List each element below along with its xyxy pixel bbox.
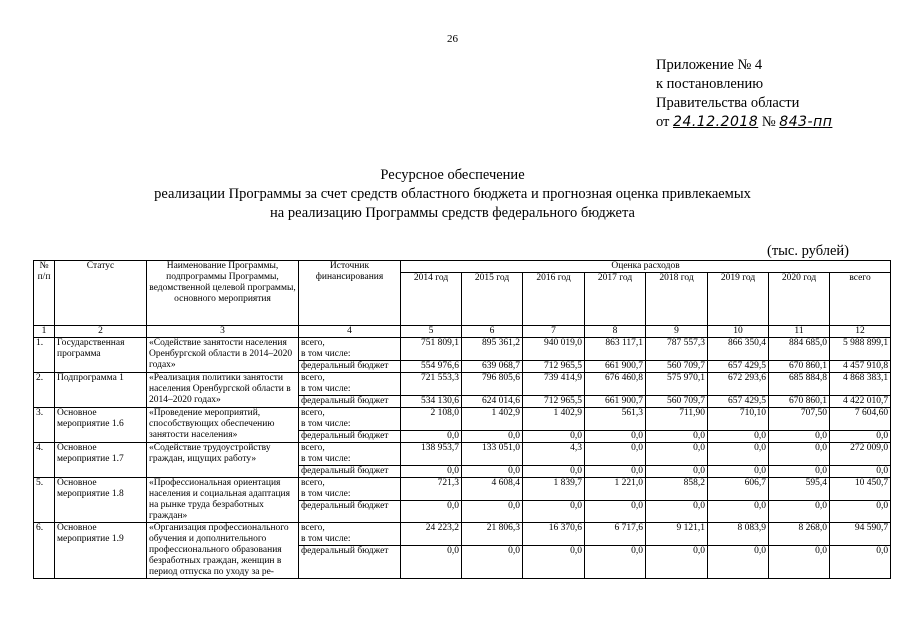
handwritten-date: 24.12.2018 xyxy=(673,114,759,130)
total-value: 721,3 xyxy=(401,478,462,501)
total-value: 8 268,0 xyxy=(769,523,830,546)
federal-value: 0,0 xyxy=(769,546,830,579)
appendix-line-2: к постановлению xyxy=(656,76,764,92)
total-value: 561,3 xyxy=(585,408,646,431)
total-value: 710,10 xyxy=(708,408,769,431)
total-value: 895 361,2 xyxy=(462,338,523,361)
total-value: 4 608,4 xyxy=(462,478,523,501)
row-status: Основное мероприятие 1.9 xyxy=(55,523,147,579)
header-status: Статус xyxy=(55,261,147,326)
date-prefix: от xyxy=(656,114,670,130)
total-value: 8 083,9 xyxy=(708,523,769,546)
row-number: 1. xyxy=(34,338,55,373)
total-value: 751 809,1 xyxy=(401,338,462,361)
title-line-2: реализации Программы за счет средств областного бюджета и прогнозная оценка привлекаемых xyxy=(154,186,751,202)
row-name: «Реализация политики занятости населения Оренбургской области в 2014–2020 годах» xyxy=(147,373,299,408)
federal-value: 0,0 xyxy=(585,466,646,478)
federal-value: 560 709,7 xyxy=(646,361,708,373)
source-total xyxy=(299,408,401,431)
total-value: 7 604,60 xyxy=(830,408,891,431)
federal-value: 0,0 xyxy=(646,466,708,478)
title-line-3: на реализацию Программы средств федерального бюджета xyxy=(270,205,635,221)
page-number: 26 xyxy=(447,33,458,45)
table-row xyxy=(34,338,891,361)
source-total-label: всего, xyxy=(301,443,325,453)
total-value: 606,7 xyxy=(708,478,769,501)
row-name: «Проведение мероприятий, способствующих обеспечению занятости населения» xyxy=(147,408,299,443)
total-value: 1 402,9 xyxy=(462,408,523,431)
source-total-label: всего, xyxy=(301,373,325,383)
federal-value: 4 457 910,8 xyxy=(830,361,891,373)
federal-value: 712 965,5 xyxy=(523,396,585,408)
source-total xyxy=(299,523,401,546)
header-year: 2014 год xyxy=(401,273,462,326)
total-value: 1 221,0 xyxy=(585,478,646,501)
total-value: 866 350,4 xyxy=(708,338,769,361)
federal-value: 661 900,7 xyxy=(585,396,646,408)
column-number: 9 xyxy=(646,326,708,338)
row-name: «Профессиональная ориентация населения и социальная адаптация на рынке труда безработных граждан» xyxy=(147,478,299,523)
source-total xyxy=(299,373,401,396)
document-title xyxy=(0,166,905,223)
total-value: 711,90 xyxy=(646,408,708,431)
federal-value: 661 900,7 xyxy=(585,361,646,373)
federal-value: 0,0 xyxy=(462,546,523,579)
column-number: 3 xyxy=(147,326,299,338)
federal-value: 0,0 xyxy=(523,431,585,443)
table-row xyxy=(34,443,891,466)
column-number: 7 xyxy=(523,326,585,338)
total-value: 10 450,7 xyxy=(830,478,891,501)
federal-value: 0,0 xyxy=(585,546,646,579)
total-value: 595,4 xyxy=(769,478,830,501)
total-value: 138 953,7 xyxy=(401,443,462,466)
federal-value: 0,0 xyxy=(401,466,462,478)
source-federal: федеральный бюджет xyxy=(299,501,401,523)
source-including-label: в том числе: xyxy=(301,349,351,359)
source-including-label: в том числе: xyxy=(301,534,351,544)
total-value: 863 117,1 xyxy=(585,338,646,361)
federal-value: 639 068,7 xyxy=(462,361,523,373)
source-total xyxy=(299,478,401,501)
handwritten-number: 843-пп xyxy=(779,114,833,130)
federal-value: 712 965,5 xyxy=(523,361,585,373)
budget-table xyxy=(33,260,891,579)
total-value: 676 460,8 xyxy=(585,373,646,396)
table-row xyxy=(34,523,891,546)
federal-value: 0,0 xyxy=(585,431,646,443)
source-federal: федеральный бюджет xyxy=(299,466,401,478)
federal-value: 0,0 xyxy=(708,431,769,443)
federal-value: 657 429,5 xyxy=(708,396,769,408)
header-num: № п/п xyxy=(34,261,55,326)
row-status: Основное мероприятие 1.6 xyxy=(55,408,147,443)
federal-value: 0,0 xyxy=(401,501,462,523)
row-number: 6. xyxy=(34,523,55,579)
total-value: 0,0 xyxy=(585,443,646,466)
federal-value: 0,0 xyxy=(401,431,462,443)
title-line-1: Ресурсное обеспечение xyxy=(380,167,525,183)
federal-value: 670 860,1 xyxy=(769,361,830,373)
appendix-date-line xyxy=(656,113,832,132)
total-value: 884 685,0 xyxy=(769,338,830,361)
federal-value: 0,0 xyxy=(769,431,830,443)
row-name: «Содействие занятости населения Оренбургской области в 2014–2020 годах» xyxy=(147,338,299,373)
total-value: 9 121,1 xyxy=(646,523,708,546)
federal-value: 0,0 xyxy=(769,501,830,523)
total-value: 5 988 899,1 xyxy=(830,338,891,361)
total-value: 16 370,6 xyxy=(523,523,585,546)
federal-value: 0,0 xyxy=(523,546,585,579)
total-value: 0,0 xyxy=(646,443,708,466)
source-including-label: в том числе: xyxy=(301,489,351,499)
column-number: 5 xyxy=(401,326,462,338)
appendix-line-3: Правительства области xyxy=(656,95,800,111)
total-value: 272 009,0 xyxy=(830,443,891,466)
row-status: Подпрограмма 1 xyxy=(55,373,147,408)
federal-value: 0,0 xyxy=(523,501,585,523)
federal-value: 0,0 xyxy=(708,466,769,478)
row-number: 5. xyxy=(34,478,55,523)
source-including-label: в том числе: xyxy=(301,384,351,394)
total-value: 24 223,2 xyxy=(401,523,462,546)
table-row xyxy=(34,478,891,501)
row-name: «Содействие трудоустройству граждан, ищущих работу» xyxy=(147,443,299,478)
total-value: 1 402,9 xyxy=(523,408,585,431)
total-value: 2 108,0 xyxy=(401,408,462,431)
units-label: (тыс. рублей) xyxy=(767,243,849,259)
federal-value: 0,0 xyxy=(523,466,585,478)
header-year: 2015 год xyxy=(462,273,523,326)
source-total-label: всего, xyxy=(301,523,325,533)
federal-value: 0,0 xyxy=(646,501,708,523)
source-federal: федеральный бюджет xyxy=(299,431,401,443)
federal-value: 534 130,6 xyxy=(401,396,462,408)
federal-value: 0,0 xyxy=(462,501,523,523)
total-value: 21 806,3 xyxy=(462,523,523,546)
header-source: Источник финансирования xyxy=(299,261,401,326)
federal-value: 670 860,1 xyxy=(769,396,830,408)
federal-value: 0,0 xyxy=(830,466,891,478)
total-value: 707,50 xyxy=(769,408,830,431)
row-number: 2. xyxy=(34,373,55,408)
total-value: 940 019,0 xyxy=(523,338,585,361)
total-value: 133 051,0 xyxy=(462,443,523,466)
table-row xyxy=(34,408,891,431)
total-value: 0,0 xyxy=(769,443,830,466)
total-value: 4 868 383,1 xyxy=(830,373,891,396)
total-value: 94 590,7 xyxy=(830,523,891,546)
header-year: 2017 год xyxy=(585,273,646,326)
appendix-block xyxy=(656,56,832,132)
source-total xyxy=(299,443,401,466)
total-value: 4,3 xyxy=(523,443,585,466)
column-numbers-row xyxy=(34,326,891,338)
row-name: «Организация профессионального обучения и дополнительного профессионального образования безработных граждан, женщин в период отпуска по уходу за ре- xyxy=(147,523,299,579)
source-federal: федеральный бюджет xyxy=(299,546,401,579)
federal-value: 0,0 xyxy=(708,501,769,523)
source-including-label: в том числе: xyxy=(301,454,351,464)
source-federal: федеральный бюджет xyxy=(299,396,401,408)
federal-value: 0,0 xyxy=(830,501,891,523)
federal-value: 0,0 xyxy=(462,431,523,443)
total-value: 796 805,6 xyxy=(462,373,523,396)
row-number: 3. xyxy=(34,408,55,443)
federal-value: 0,0 xyxy=(585,501,646,523)
total-value: 685 884,8 xyxy=(769,373,830,396)
column-number: 1 xyxy=(34,326,55,338)
row-number: 4. xyxy=(34,443,55,478)
federal-value: 0,0 xyxy=(769,466,830,478)
table-row xyxy=(34,373,891,396)
header-year: 2020 год xyxy=(769,273,830,326)
source-total xyxy=(299,338,401,361)
total-value: 575 970,1 xyxy=(646,373,708,396)
federal-value: 624 014,6 xyxy=(462,396,523,408)
header-name: Наименование Программы, подпрограммы Программы, ведомственной целевой программы, основного мероприятия xyxy=(147,261,299,326)
header-total: всего xyxy=(830,273,891,326)
row-status: Основное мероприятие 1.7 xyxy=(55,443,147,478)
number-prefix: № xyxy=(761,114,776,130)
column-number: 11 xyxy=(769,326,830,338)
header-row xyxy=(34,261,891,273)
total-value: 6 717,6 xyxy=(585,523,646,546)
total-value: 1 839,7 xyxy=(523,478,585,501)
federal-value: 0,0 xyxy=(646,431,708,443)
column-number: 12 xyxy=(830,326,891,338)
federal-value: 657 429,5 xyxy=(708,361,769,373)
total-value: 858,2 xyxy=(646,478,708,501)
header-estimate: Оценка расходов xyxy=(401,261,891,273)
federal-value: 560 709,7 xyxy=(646,396,708,408)
total-value: 0,0 xyxy=(708,443,769,466)
federal-value: 0,0 xyxy=(708,546,769,579)
header-year: 2019 год xyxy=(708,273,769,326)
source-federal: федеральный бюджет xyxy=(299,361,401,373)
total-value: 739 414,9 xyxy=(523,373,585,396)
source-total-label: всего, xyxy=(301,338,325,348)
federal-value: 4 422 010,7 xyxy=(830,396,891,408)
source-total-label: всего, xyxy=(301,408,325,418)
column-number: 6 xyxy=(462,326,523,338)
row-status: Государственная программа xyxy=(55,338,147,373)
header-year: 2018 год xyxy=(646,273,708,326)
total-value: 672 293,6 xyxy=(708,373,769,396)
row-status: Основное мероприятие 1.8 xyxy=(55,478,147,523)
header-year: 2016 год xyxy=(523,273,585,326)
federal-value: 554 976,6 xyxy=(401,361,462,373)
column-number: 8 xyxy=(585,326,646,338)
federal-value: 0,0 xyxy=(830,431,891,443)
federal-value: 0,0 xyxy=(401,546,462,579)
total-value: 787 557,3 xyxy=(646,338,708,361)
column-number: 2 xyxy=(55,326,147,338)
source-total-label: всего, xyxy=(301,478,325,488)
appendix-title: Приложение № 4 xyxy=(656,57,763,73)
federal-value: 0,0 xyxy=(646,546,708,579)
federal-value: 0,0 xyxy=(462,466,523,478)
column-number: 10 xyxy=(708,326,769,338)
total-value: 721 553,3 xyxy=(401,373,462,396)
federal-value: 0,0 xyxy=(830,546,891,579)
column-number: 4 xyxy=(299,326,401,338)
source-including-label: в том числе: xyxy=(301,419,351,429)
